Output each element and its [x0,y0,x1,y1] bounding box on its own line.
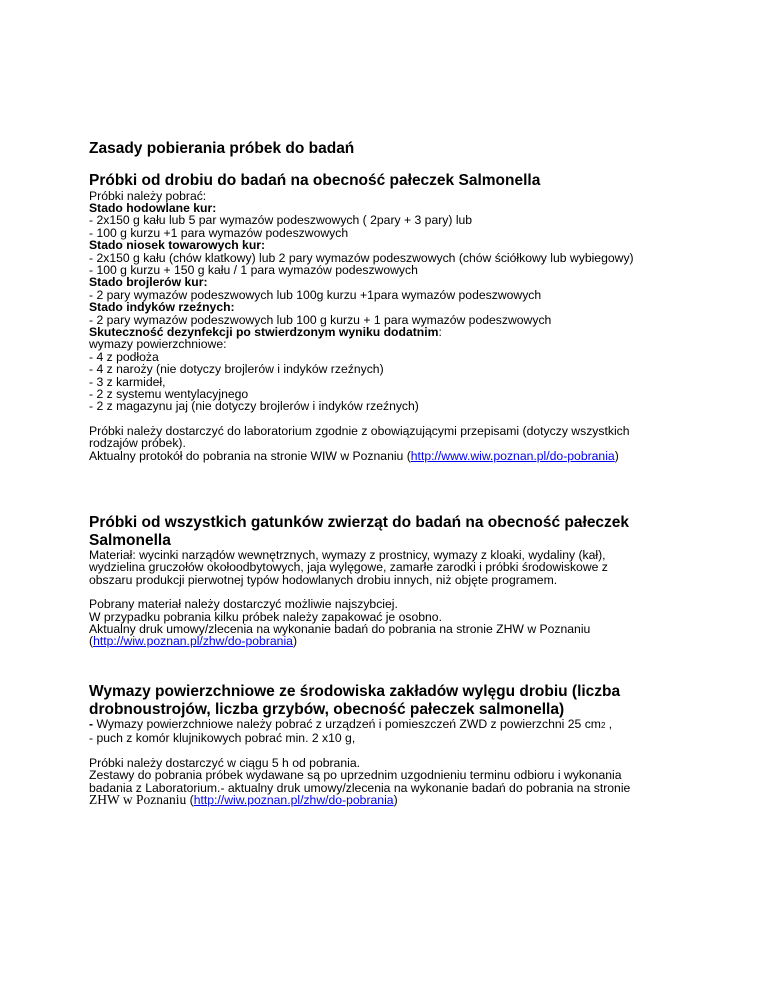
paragraph: Zestawy do pobrania próbek wydawane są po uprzednim uzgodnieniu terminu odbioru i wykonania [89,768,622,783]
section-poultry-salmonella [89,172,634,462]
paragraph: Próbki należy dostarczyć w ciągu 5 h od pobrania. [89,755,360,770]
list-item: - 2 z systemu wentylacyjnego [89,387,249,401]
list-item: - 4 z naroży (nie dotyczy brojlerów i indyków rzeźnych) [89,362,384,377]
document-title: Zasady pobierania próbek do badań [89,140,355,157]
paragraph: W przypadku pobrania kilku próbek należy zapakować je osobno. [89,609,442,624]
flock-label-turkeys: Stado indyków rzeźnych: [89,300,235,315]
list-item: - 100 g kurzu + 150 g kału / 1 para wymazów podeszwowych [89,262,418,277]
paragraph: Próbki należy pobrać: [89,188,207,203]
paragraph: badania z Laboratorium.- aktualny druk umowy/zlecenia na wykonanie badań do pobrania na stronie [89,780,631,795]
paragraph: Aktualny druk umowy/zlecenia na wykonanie badań do pobrania na stronie ZHW w Poznaniu [89,622,591,637]
paragraph [89,635,629,647]
zhw-download-link[interactable]: http://wiw.poznan.pl/zhw/do-pobrania [93,634,293,649]
disinfection-label: Skuteczność dezynfekcji po stwierdzonym wyniku dodatnim [89,324,439,339]
paragraph: Materiał: wycinki narządów wewnętrznych, wymazy z prostnicy, wymazy z kloaki, wydaliny (kał), [89,548,606,562]
list-item: - 100 g kurzu +1 para wymazów podeszwowych [89,225,349,240]
paragraph: Próbki należy dostarczyć do laboratorium zgodnie z obowiązującymi przepisami (dotyczy wszystkich [89,423,630,438]
list-item: - 2 pary wymazów podeszwowych lub 100 g kurzu + 1 para wymazów podeszwowych [89,312,552,327]
paren: ) [393,793,398,808]
swab-text: Wymazy powierzchniowe należy pobrać z urządzeń i pomieszczeń ZWD z powierzchni 25 cm [93,717,601,731]
list-item [89,718,630,732]
area-exponent: 2 [600,721,606,730]
paren: ) [292,634,297,649]
dash: - [89,717,94,731]
paragraph: Pobrany materiał należy dostarczyć możliwie najszybciej. [89,597,398,612]
list-item: - 2x150 g kału lub 5 par wymazów podeszwowych ( 2pary + 3 pary) lub [89,213,473,228]
paragraph [89,450,634,462]
comma: , [605,717,613,731]
paragraph: rodzajów próbek). [89,436,186,451]
section-heading: Próbki od wszystkich gatunków zwierząt do badań na obecność pałeczek [89,514,630,531]
paragraph: obszaru produkcji pierwotnej typów hodowlanych drobiu innych, niż objęte programem. [89,572,558,587]
section-heading: Salmonella [89,531,171,549]
section-hatchery-swabs [89,683,630,806]
paragraph: wymazy powierzchniowe: [89,337,227,352]
section-heading: drobnoustrojów, liczba grzybów, obecność pałeczek salmonella) [89,700,565,718]
list-item: - 2 z magazynu jaj (nie dotyczy brojlerów i indyków rzeźnych) [89,399,419,414]
list-item: - 3 z karmideł, [89,374,166,389]
paren: ( [89,634,94,649]
paragraph: wydzielina gruczołów okołoodbytowych, jaja wylęgowe, zamarłe zarodki i próbki środowiskowe z [89,560,608,575]
section-all-species-salmonella [89,514,629,648]
section-heading: Wymazy powierzchniowe ze środowiska zakładów wylęgu drobiu (liczba [89,683,621,700]
section-heading: Próbki od drobiu do badań na obecność pałeczek Salmonella [89,172,541,189]
flock-label-layers: Stado niosek towarowych kur: [89,238,266,253]
list-item: - 2 pary wymazów podeszwowych lub 100g kurzu +1para wymazów podeszwowych [89,287,542,302]
flock-label-breeding: Stado hodowlane kur: [89,200,217,215]
paren: ) [614,448,619,463]
list-item: - 2x150 g kału (chów klatkowy) lub 2 pary wymazów podeszwowych (chów ściółkowy lub wybiegowy) [89,250,634,265]
list-item: - puch z komór klujnikowych pobrać min. 2 x10 g, [89,731,356,746]
zhw-download-link[interactable]: http://wiw.poznan.pl/zhw/do-pobrania [193,793,394,808]
flock-label-broilers: Stado brojlerów kur: [89,275,208,290]
protocol-text: Aktualny protokół do pobrania na stronie WIW w Poznaniu ( [89,448,411,463]
paren: ( [186,793,194,808]
zhw-text: ZHW w Poznaniu [89,792,187,808]
colon: : [438,324,442,339]
list-item: - 4 z podłoża [89,349,159,364]
paragraph [89,794,630,806]
wiw-download-link[interactable]: http://www.wiw.poznan.pl/do-pobrania [410,448,615,463]
